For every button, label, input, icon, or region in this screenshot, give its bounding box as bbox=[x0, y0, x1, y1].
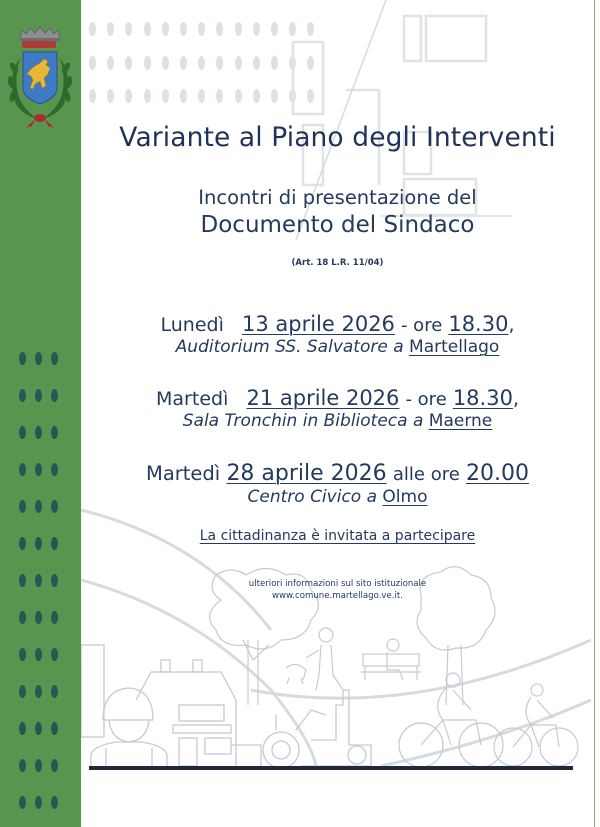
event-venue-name: Centro Civico a bbox=[247, 487, 378, 507]
info-text: ulteriori informazioni sul sito istituzionale bbox=[248, 579, 427, 589]
person-walking-dog-icon bbox=[286, 628, 343, 690]
event-day: Lunedì bbox=[160, 314, 224, 336]
worker-with-helmet-icon bbox=[91, 688, 167, 766]
curve-line bbox=[251, 640, 591, 698]
event-venue bbox=[81, 411, 594, 431]
sidebar-dot-column bbox=[19, 352, 69, 827]
event-place: Maerne bbox=[428, 411, 493, 431]
ground-line bbox=[89, 766, 573, 770]
decorative-dot-grid bbox=[89, 22, 314, 123]
house-icon bbox=[81, 645, 261, 766]
event-connector: - ore bbox=[405, 389, 447, 410]
event-time: 18.30 bbox=[448, 312, 509, 336]
website-link[interactable]: www.comune.martellago.ve.it. bbox=[271, 591, 404, 601]
event-venue bbox=[81, 487, 594, 507]
cyclist-icon bbox=[494, 684, 578, 766]
event-datetime: Martedì 21 aprile 2026 - ore 18.30, bbox=[156, 386, 519, 410]
event-datetime: Lunedì 13 aprile 2026 - ore 18.30, bbox=[160, 312, 515, 336]
event-time: 18.30 bbox=[452, 386, 513, 410]
event-time: 20.00 bbox=[466, 461, 529, 486]
curve-line bbox=[81, 580, 316, 766]
event-item bbox=[81, 461, 594, 507]
event-place: Olmo bbox=[382, 487, 428, 507]
legal-reference: (Art. 18 L.R. 11/04) bbox=[291, 258, 384, 268]
page-title: Variante al Piano degli Interventi bbox=[119, 122, 556, 153]
event-venue-name: Auditorium SS. Salvatore a bbox=[175, 337, 404, 357]
tractor-icon bbox=[263, 690, 371, 768]
subtitle-line-1: Incontri di presentazione del bbox=[198, 186, 477, 209]
event-date: 28 aprile 2026 bbox=[226, 461, 387, 486]
tree-icon bbox=[446, 645, 463, 705]
right-border-line bbox=[594, 0, 595, 827]
event-date: 21 aprile 2026 bbox=[246, 386, 400, 410]
info-block bbox=[81, 578, 594, 602]
subtitle-line-2: Documento del Sindaco bbox=[200, 212, 475, 238]
event-connector: - ore bbox=[400, 315, 443, 336]
bench-with-person-icon bbox=[361, 639, 421, 680]
curve-line bbox=[381, 700, 591, 766]
event-item bbox=[81, 386, 594, 431]
invitation-text: La cittadinanza è invitata a partecipare bbox=[199, 528, 476, 544]
event-day: Martedì bbox=[146, 462, 221, 485]
event-date: 13 aprile 2026 bbox=[241, 312, 395, 336]
event-connector: alle ore bbox=[392, 464, 460, 485]
event-place: Martellago bbox=[409, 337, 500, 357]
event-venue bbox=[81, 337, 594, 357]
coat-of-arms-icon bbox=[2, 26, 78, 130]
tree-icon bbox=[243, 640, 269, 705]
event-venue-name: Sala Tronchin in Biblioteca a bbox=[182, 411, 424, 431]
event-day: Martedì bbox=[156, 388, 229, 410]
event-item bbox=[81, 312, 594, 357]
event-datetime bbox=[81, 461, 594, 486]
cyclist-icon bbox=[399, 673, 503, 767]
crown-icon bbox=[20, 27, 60, 48]
